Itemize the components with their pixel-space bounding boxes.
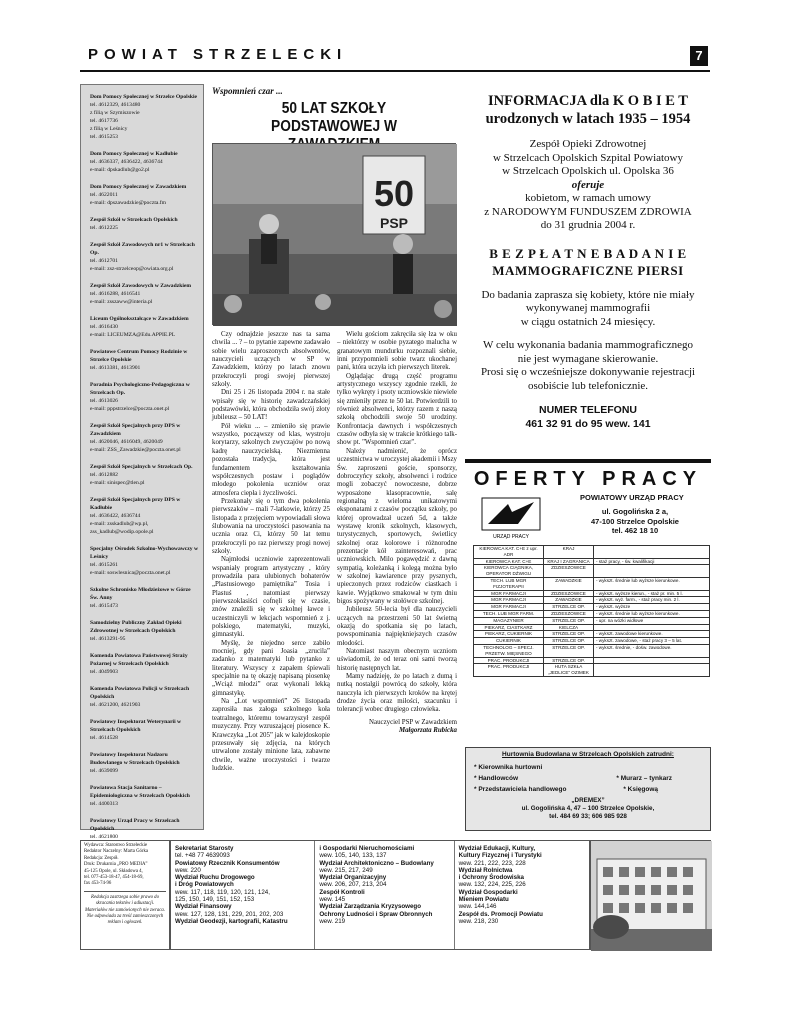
institution-contact: tel. 4621800 (90, 834, 118, 840)
article-signature (337, 719, 457, 736)
institution-name: Zespół Szkół Specjalnych przy DPS w Kadłubie (90, 497, 181, 511)
institution-name: Powiatowy Inspektorat Nadzoru Budowlanego w Strzelcach Opolskich (90, 752, 180, 766)
institution-name: Samodzielny Publiczny Zakład Opieki Zdrowotnej w Strzelcach Opolskich (90, 620, 182, 634)
institution-contact: tel. 4615261 (90, 562, 118, 568)
institution-contact: tel. 4617736 (90, 118, 118, 124)
institution-name: Powiatowe Centrum Pomocy Rodzinie w Strzelce Opolskie (90, 349, 188, 363)
office-address-line: 47-100 Strzelce Opolskie (591, 516, 679, 526)
publisher-info (80, 840, 170, 950)
institution-name: Zespół Szkół w Strzelcach Opolskich (90, 217, 178, 223)
publisher-line: fax 453-74-96 (84, 881, 112, 887)
job-requirements: - wykszt. zawodowe kierunkowe. (594, 631, 710, 638)
job-position: KIEROWCA KAT. C+E (474, 558, 544, 565)
publisher-line: Wydawca: Starostwo Strzeleckie (84, 843, 148, 848)
directory-entry (90, 784, 199, 808)
article-paragraph: Wielu gościom zakręciła się łza w oku – niektórzy w osobie pyzatego malucha w granatowym mundurku rozpoznali siebie, inni przypomnieli sobie twarz ukochanej pani, która uczyła ich pierwszych literek. (337, 331, 457, 372)
job-location: ZDZIESZOWICE (544, 590, 594, 597)
institution-name: Dom Pomocy Społecznej w Strzelce Opolskie (90, 94, 198, 100)
job-requirements: - wykszt. średnie, - dośw. zawodowe. (594, 644, 710, 657)
institution-contact: e-mail: zsszaww@interia.pl (90, 299, 153, 305)
job-location: KRAJ (544, 546, 594, 559)
banner-text: 50 (373, 173, 415, 214)
institution-contact: tel. 4612701 (90, 258, 118, 264)
info-line: Do badania zaprasza się kobiety, które nie miały (481, 288, 695, 301)
institution-contact: tel. 4613291-95 (90, 636, 126, 642)
institution-contact: tel. 4616288, 4616541 (90, 291, 141, 297)
labour-office-logo (478, 496, 544, 540)
job-requirements: - staż pracy, - św. kwalifikacji (594, 558, 710, 565)
publisher-line: 45-125 Opole, ul. Składowa 4, (84, 868, 143, 874)
institution-contact: tel. 4622011 (90, 192, 118, 198)
job-requirements: - wykszt. wyższe (594, 604, 710, 611)
job-requirements: - wykszt. średnie lub wyższe kierunkowe. (594, 577, 710, 590)
article-paragraph: Przekonały się o tym dwa pokolenia pierwszaków – mali 7-latkowie, którzy 25 listopada z przejęciem wypowiadali słowa ślubowania na uroczystości pasowania na ucznia oraz Ci, którzy 50 lat temu przekroczyli po raz pierwszy progi nowej szkoły. (212, 497, 330, 555)
department-name: Powiatowy Rzecznik Konsumentów (175, 859, 280, 867)
job-position: TECH. LUB MGR FARM. (474, 610, 544, 617)
institution-contact: zss_kadlub@wodip.opole.pl (90, 529, 154, 535)
job-position: TECHNOLOG – SPECJ. PRZETW. MIĘSNEGO (474, 644, 544, 657)
job-location: HUTA SZKŁA „JEDLICE” OZIMEK (544, 664, 594, 677)
institution-name: Komenda Powiatowa Państwowej Straży Pożarnej w Strzelcach Opolskich (90, 653, 188, 667)
job-position: PIEKARZ, CUKIERNIK (474, 631, 544, 638)
institution-contact: tel. 4613381, 4613901 (90, 365, 141, 371)
phone-extensions: wew. 127, 128, 131, 229, 201, 202, 203 (175, 910, 284, 918)
disclaimer-line: Redakcja zastrzega sobie prawo do skracania tekstów i adiustacji. (91, 894, 159, 907)
job-offers-table (473, 545, 710, 677)
job-requirements: - wykszt. wyż. farm., - staż pracy min. 2 l. (594, 597, 710, 604)
job-requirements (594, 624, 710, 631)
table-row (474, 590, 710, 597)
institution-contact: tel. 4636422, 4636744 (90, 513, 141, 519)
publisher-line: Redakcja: Zespół. (84, 855, 119, 861)
directory-entry (90, 348, 199, 372)
wholesale-ad (465, 747, 711, 831)
department-name: Zespół Kontroli (319, 888, 365, 896)
phone-extensions: wew. 105, 140, 133, 137 (319, 852, 387, 860)
directory-entry (90, 586, 199, 610)
article-paragraph: Natomiast naszym obecnym uczniom uświadomił, że od teraz oni sami tworzą historię następnych lat. (337, 648, 457, 672)
institution-contact: tel. 4615253 (90, 134, 118, 140)
table-row (474, 610, 710, 617)
department-name: i Gospodarki Nieruchomościami (319, 845, 415, 852)
department-name: Wydział Architektoniczno – Budowlany (319, 859, 434, 867)
article-paragraph: Myślę, że niejedno serce zabiło mocniej, gdy pani Joasia „zrucila” zadanko z matematyki lub pytanko z literatury. Wszyscy z zapałem śpiewali specjalnie na tę okazję napisaną piosenkę „Wciąż młodzi” oraz wykonali lekką gimnastykę. (212, 639, 330, 697)
info-subheading: urodzonych w latach 1935 – 1954 (485, 111, 691, 127)
article-kicker: Wspomnień czar ... (212, 86, 283, 96)
directory-entry (90, 685, 199, 709)
article-paragraph: Oglądając drugą część programu artystycznego wszyscy zgodnie rzekli, że tylko wykręty i psoty uczniowskie niewiele się zmieniły przez te 50 lat. Potwierdzili to również absolwenci, którzy razem z naszą szkołą obchodzili swoje 50 urodziny. Konfrontacja dawnych i współczesnych czasów odbyła się w trakcie krótkiego talk-show pt. "Wspomnień czar". (337, 372, 457, 447)
phone-extensions: wew. 219 (319, 917, 346, 925)
institution-contact: e-mail: zsskadlub@wp.pl, (90, 521, 149, 527)
info-line: nie jest wymagane skierowanie. (517, 352, 659, 365)
ad-item: * Kierownika hurtowni (474, 764, 543, 771)
job-position: PRAC. PRODUKCJI (474, 664, 544, 677)
institution-contact: e-mail: pppstrzelce@poczta.onet.pl (90, 406, 170, 412)
institution-contact: tel. 4049903 (90, 669, 118, 675)
job-position: MGR FARMACJI (474, 590, 544, 597)
labour-office-address (565, 507, 705, 536)
job-location: STRZELCE OP. (544, 631, 594, 638)
office-address-line: tel. 462 18 10 (611, 526, 659, 535)
info-line: wykonywanej mammografii (525, 302, 651, 314)
job-position: KIEROWCA CIĄGNIKA, OPERATOR DŹWIGU (474, 565, 544, 578)
directory-entry (90, 545, 199, 577)
table-row (474, 638, 710, 645)
institution-contact: tel. 4613026 (90, 398, 118, 404)
job-requirements (594, 546, 710, 559)
wholesale-ad-title: Hurtownia Budowlana w Strzelcach Opolskich zatrudni: (502, 751, 674, 758)
institution-name: Dom Pomocy Społecznej w Zawadzkiem (90, 184, 187, 190)
directory-entry (90, 817, 199, 841)
info-line: z NARODOWYM FUNDUSZEM ZDROWIA (484, 205, 692, 218)
institution-contact: tel. 4612329, 4613480 (90, 102, 141, 108)
info-line: kobietom, w ramach umowy (525, 192, 651, 204)
department-name: Wydział Zarządzania Kryzysowego (319, 903, 421, 911)
ad-item: * Księgową (623, 786, 658, 793)
job-location: STRZELCE OP. (544, 657, 594, 664)
publisher-line: tel. 077-453-18-47, 454-18-69, (84, 875, 144, 881)
institution-contact: e-mail: zsz-strzelceop@owiata.org.pl (90, 266, 174, 272)
department-name: Wydział Ruchu Drogowego (175, 874, 255, 882)
job-requirements (594, 664, 710, 677)
author-role: Nauczyciel PSP w Zawadzkiem (369, 718, 457, 726)
job-position: PIEKARZ, CIASTKARZ (474, 624, 544, 631)
free-exam-heading: B E Z P Ł A T N E B A D A N I E MAMMOGRAFICZNE PIERSI (489, 245, 687, 278)
directory-entry (90, 496, 199, 536)
job-location: STRZELCE OP. (544, 604, 594, 611)
job-location: ZAWADZKIE (544, 577, 594, 590)
starostwo-directory (170, 840, 590, 950)
department-name: Wydział Geodezji, kartografii, Katastru (175, 917, 288, 925)
institution-name: Zespół Szkół Specjalnych w Strzelcach Op. (90, 464, 193, 470)
department-name: i Dróg Powiatowych (175, 881, 234, 889)
info-line: do 31 grudnia 2004 r. (540, 219, 636, 231)
department-name: Wydział Rolnictwa (458, 866, 513, 874)
article-paragraph: Mamy nadzieję, że po latach z dumą i nutką nostalgii powrócą do szkoły, która nauczyła ich pierwszych kroków na krętej drodze życia oraz miłości, szacunku i tolerancji wobec drugiego człowieka. (337, 673, 457, 714)
table-row (474, 664, 710, 677)
article-column-2 (337, 331, 457, 846)
directory-column-3 (455, 841, 589, 949)
table-row (474, 546, 710, 559)
directory-entry (90, 93, 199, 141)
info-paragraph-3 (465, 339, 711, 393)
institution-name: Powiatowy Inspektorat Weterynarii w Strzelcach Opolskich (90, 719, 182, 733)
phone-extensions: wew. 220 (175, 866, 201, 874)
job-location: KIELCZA (544, 624, 594, 631)
page-number: 7 (690, 46, 708, 66)
institution-contact: e-mail: dpszawadzkie@poczta.fm (90, 200, 166, 206)
job-location: KRAJ I ZAGRANICA (544, 558, 594, 565)
institution-contact: e-mail: ZSS_Zawadzkie@poczta.onet.pl (90, 447, 181, 453)
publisher-line: Druk: Drukarnia „PRO MEDIA” (84, 862, 148, 868)
job-requirements (594, 657, 710, 664)
department-name: Ochrony Ludności i Spraw Obronnych (319, 910, 433, 918)
svg-text:PSP: PSP (379, 215, 409, 231)
labour-office-name: POWIATOWY URZĄD PRACY (580, 493, 684, 502)
article-paragraph: Najmłodsi uczniowie zaprezentowali wspaniały program artystyczny , który prowadziła para ulubionych bohaterów „Plastusiowego pamiętnika” Tosia i Plastuś , natomiast pierwszy pierwszoklasiści cofnęli się w czasie, znów znaleźli się w szkolnej ławce i uczestniczyli w lekcjach wspomnień z j. polskiego, matematyki, muzyki, gimnastyki. (212, 556, 330, 639)
department-name: Wydział Finansowy (175, 903, 232, 911)
institution-name: Liceum Ogólnokształcące w Zawadzkiem (90, 316, 189, 322)
institution-contact: tel. 4400313 (90, 801, 118, 807)
phone-extensions: 125, 150, 149, 151, 152, 153 (175, 896, 255, 904)
table-row (474, 644, 710, 657)
job-position: MGR FARMACJI (474, 597, 544, 604)
job-position: CUKIERNIK (474, 638, 544, 645)
institution-contact: e-mail: dpskadlub@go2.pl (90, 167, 150, 173)
publisher-line: Redaktor Naczelny: Marta Górka (84, 849, 149, 855)
phone-extensions: wew. 145 (319, 896, 346, 904)
article-paragraph: Należy nadmienić, że oprócz uczestnictwa w uroczystej akademii i Mszy Św. zaproszeni goście, sponsorzy, dobroczyńcy szkoły, absolwenci i rodzice mogli zobaczyć nowoczesne, dobrze wyposażone klasopracownie, salę regionalną z wieloma unikatowymi eksponatami z czasów początku szkoły, po której oprowadzał uczeń 5d, a także wystawę kronik szkolnych, klasowych, turystycznych, sportowych, świetlicy szkolnej oraz kolorowe i różnorodne prezentacje kół zainteresowań, prac uczniowskich. Milo pogawędzić z dawną sympatią, koleżanką i kolegą można było w szkolnej kawiarence przy pysznych, upieczonych przez rodziców ciastkach i kawie. Wyjątkowo smakował w tym dniu bigos spożywany w stołówce szkolnej. (337, 447, 457, 605)
article-paragraph: Czy odnajdzie jeszcze nas ta sama chwila ... ? – to pytanie zapewne zadawało sobie wielu zaproszonych absolwentów, nauczycieli uczących w SP w Zawadzkiem, którzy po latach znowu przekroczyli progi swojej pierwszej szkoły. (212, 331, 330, 389)
table-row (474, 657, 710, 664)
job-location: STRZELCE OP. (544, 644, 594, 657)
institution-name: Szkolne Schronisko Młodzieżowe w Górze Św. Anny (90, 587, 191, 601)
info-line: w Strzelcach Opolskich Szpital Powiatowy (492, 151, 684, 164)
job-location: ZDZIESZOWICE (544, 610, 594, 617)
directory-entry (90, 718, 199, 742)
department-name: Zespół ds. Promocji Powiatu (458, 910, 543, 918)
divider (84, 891, 166, 892)
office-address-line: ul. Gogolińska 2 a, (601, 507, 669, 516)
article-column-1 (212, 331, 330, 846)
institution-name: Dom Pomocy Społecznej w Kadłubie (90, 151, 178, 157)
table-row (474, 565, 710, 578)
phone-extensions: wew. 221, 222, 223, 228 (458, 859, 526, 867)
masthead: POWIAT STRZELECKI (88, 46, 348, 63)
directory-entry (90, 422, 199, 454)
directory-column-1 (171, 841, 315, 949)
article-paragraph: Jubileusz 50-lecia był dla nauczycieli uczących na przestrzeni 50 lat świetną okazją do spotkania się po latach, powspominania najpiękniejszych czasów młodości. (337, 606, 457, 647)
disclaimer-line: Materiałów nie zamówionych nie zwraca. (84, 907, 166, 913)
institution-contact: e-mail: LICEUMZA@Edu.APPIE.PL (90, 332, 176, 338)
institution-contact: z filią w Szymiszowie (90, 110, 140, 116)
institution-name: Komenda Powiatowa Policji w Strzelcach Opolskich (90, 686, 190, 700)
department-name: Sekretariat Starosty (175, 845, 234, 852)
directory-column-2 (315, 841, 454, 949)
institution-contact: tel. 4636337, 4636422, 4636744 (90, 159, 163, 165)
institution-name: Powiatowa Stacja Sanitarno – Epidemiologiczna w Strzelcach Opolskich (90, 785, 190, 799)
institution-contact: tel. 4615473 (90, 603, 118, 609)
institution-name: Specjalny Ośrodek Szkolno-Wychowawczy w Leśnicy (90, 546, 198, 560)
phone-extensions: wew. 206, 207, 213, 204 (319, 881, 387, 889)
table-row (474, 624, 710, 631)
info-line: osobiście lub telefonicznie. (527, 379, 649, 392)
institution-name: Powiatowy Urząd Pracy w Strzelcach Opolskich (90, 818, 180, 832)
disclaimer-line: Nie odpowiada za treść zamieszczonych reklam i ogłoszeń. (86, 914, 164, 926)
directory-entry (90, 282, 199, 306)
institution-name: Zespół Szkół Specjalnych przy DPS w Zawadzkiem (90, 423, 181, 437)
directory-entry (90, 241, 199, 273)
directory-entry (90, 183, 199, 207)
institution-contact: tel. 4614528 (90, 735, 118, 741)
table-row (474, 597, 710, 604)
ad-item: * Przedstawiciela handlowego (474, 786, 567, 793)
job-requirements: - wykszt. zawodowe, - staż pracy 3 – 5 lat. (594, 638, 710, 645)
wholesale-company: „DREMEX” ul. Gogolińska 4, 47 – 100 Strzelce Opolskie, tel. 484 69 33; 606 985 928 (521, 797, 655, 820)
job-location: ZAWADZKIE (544, 597, 594, 604)
jubilee-photo (212, 143, 456, 325)
table-row (474, 577, 710, 590)
phone-number: NUMER TELEFONU 461 32 91 do 95 wew. 141 (525, 404, 651, 430)
mammography-announcement (465, 86, 711, 431)
institution-name: Zespół Szkół Zawodowych nr1 w Strzelcach Op. (90, 242, 195, 256)
directory-sidebar (80, 84, 204, 840)
department-name: Wydział Organizacyjny (319, 874, 387, 882)
svg-text:URZĄD PRACY: URZĄD PRACY (493, 534, 529, 540)
institution-contact: tel. 4616430 (90, 324, 118, 330)
job-offers-title: OFERTY PRACY (473, 468, 703, 490)
oferty-rule (465, 459, 711, 463)
job-requirements: - upr. na wózki widłowe (594, 617, 710, 624)
table-row (474, 631, 710, 638)
info-line: W celu wykonania badania mammograficznego (483, 339, 693, 351)
info-line: Zespół Opieki Zdrowotnej (529, 138, 647, 150)
info-paragraph-1 (465, 138, 711, 233)
directory-entry (90, 216, 199, 232)
directory-entry (90, 463, 199, 487)
info-heading: INFORMACJA dla K O B I E T (488, 93, 688, 109)
department-name: Kultury Fizycznej i Turystyki (458, 852, 542, 860)
job-requirements (594, 565, 710, 578)
job-position: TECH. LUB MGR FIZJOTERAPII (474, 577, 544, 590)
job-requirements: - wykszt. średnie lub wyższe kierunkowe. (594, 610, 710, 617)
directory-entry (90, 652, 199, 676)
article-title: 50 LAT SZKOŁY PODSTAWOWEJ W (271, 100, 397, 135)
phone-extensions: wew. 215, 217, 249 (319, 866, 373, 874)
building-photo (590, 840, 711, 950)
directory-entry (90, 619, 199, 643)
directory-entry (90, 315, 199, 339)
author-name: Małgorzata Rubicka (398, 727, 457, 735)
job-position: MGR FARMACJI (474, 604, 544, 611)
job-location: STRZELCE OP. (544, 617, 594, 624)
job-location: STRZELCE OP. (544, 638, 594, 645)
article-paragraph: Dni 25 i 26 listopada 2004 r. na stałe wpisały się w historię zawadczańskiej podstawówki, która obchodziła swój złoty jubileusz – 50 LAT! (212, 389, 330, 422)
info-paragraph-2 (465, 289, 711, 330)
institution-contact: z filią w Leśnicy (90, 126, 128, 132)
phone-extensions: wew. 218, 230 (458, 917, 499, 925)
institution-contact: tel. 4620046, 4616049, 4620049 (90, 439, 163, 445)
phone-extensions: wew. 144,146 (458, 903, 497, 911)
department-name: Wydział Edukacji, Kultury, (458, 845, 536, 852)
institution-contact: e-mail: sinispec@tlen.pl (90, 480, 145, 486)
phone-extensions: wew. 117, 118, 119, 120, 121, 124, (175, 888, 270, 896)
info-line: w Strzelcach Opolskich ul. Opolska 36 (502, 165, 674, 177)
directory-entry (90, 751, 199, 775)
institution-contact: tel. 4639099 (90, 768, 118, 774)
department-name: i Ochrony Środowiska (458, 874, 524, 882)
directory-entry (90, 381, 199, 413)
table-row (474, 558, 710, 565)
job-position: PRAC. PRODUKCJI (474, 657, 544, 664)
institution-name: Poradnia Psychologiczno-Pedagogiczna w Strzelcach Op. (90, 382, 190, 396)
article-paragraph: Na „Lot wspomnień” 26 listopada zaprosiła nas załoga szkolnego koła teatralnego, któremu towarzyszył zespół muzyczny. Przy wzruszającej piosence K. Krawczyka „Lot 205” jak w kalejdoskopie przesuwały się zdjęcia, na których utrwalone zostały minione lata, zabawne chwile, ważne uroczystości i twarze ludzkie. (212, 698, 330, 772)
phone-extensions: wew. 132, 224, 225, 226 (458, 881, 526, 889)
directory-entry (90, 150, 199, 174)
job-position: KIEROWCA KAT. C+E z upr. ADR (474, 546, 544, 559)
info-line: Prosi się o wcześniejsze dokonywanie rejestracji (480, 366, 696, 378)
info-emphasis: oferuje (571, 178, 605, 191)
ad-item: * Handlowców (474, 775, 519, 782)
institution-contact: tel. 4612225 (90, 225, 118, 231)
table-row (474, 617, 710, 624)
institution-contact: e-mail: soswlesnica@poczta.onet.pl (90, 570, 171, 576)
institution-name: Zespół Szkół Zawodowych w Zawadzkiem (90, 283, 192, 289)
article-paragraph: Pół wieku ... – zmieniło się prawie wszystko, począwszy od klas, wystroju korytarzy, szkolnych zwyczajów po nową kadrę nauczycielską. Niezmienna pozostała tradycja, która jest fundamentem kształtowania współczesnych postaw i poglądów młodego pokolenia uczniów oraz atmosfera ciepła i życzliwości. (212, 422, 330, 497)
job-requirements: - wykszt. wyższe kierun., - staż pr. min. 5 l. (594, 590, 710, 597)
header-rule (80, 70, 710, 72)
phone-extensions: tel. +48 77 4639093 (175, 852, 230, 860)
job-position: MAGAZYNIER (474, 617, 544, 624)
info-line: w ciągu ostatnich 24 miesięcy. (520, 315, 656, 328)
institution-contact: tel. 4621200, 4621903 (90, 702, 141, 708)
table-row (474, 604, 710, 611)
job-location: ZDZIESZOWICE (544, 565, 594, 578)
department-name: Mieniem Powiatu (458, 896, 509, 904)
ad-item: * Murarz – tynkarz (616, 775, 672, 782)
department-name: Wydział Gospodarki (458, 888, 518, 896)
institution-contact: tel. 4612882 (90, 472, 118, 478)
